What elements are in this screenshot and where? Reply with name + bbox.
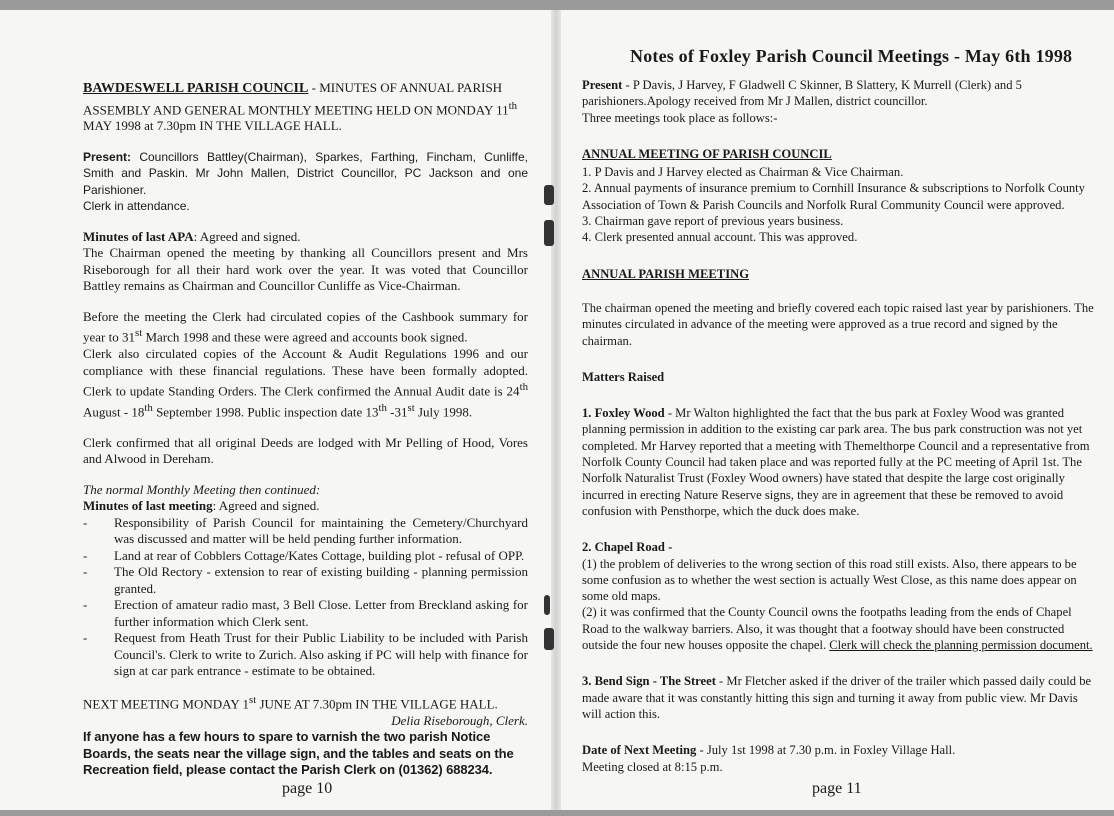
list-item: - Request from Heath Trust for their Public Liability to be included with Parish Council's. Clerk to write to Zurich. Also asking if PC will help with finance for sign at car park entrance - estimate to be obtained.	[83, 630, 528, 680]
list-item: - Land at rear of Cobblers Cottage/Kates Cottage, building plot - refusal of OPP.	[83, 548, 528, 565]
accounts-section: Before the meeting the Clerk had circulated copies of the Cashbook summary for year to 31st March 1998 and these were agreed and accounts book signed. Clerk also circulated copies of the Account & Audit Regulations 1996 and our compliance with these financial regulations. These have been formally adopted. Clerk to update Standing Orders. The Clerk confirmed the Annual Audit date is 24th August - 18th September 1998. Public inspection date 13th -31st July 1998.	[83, 308, 528, 420]
present-section: Present - P Davis, J Harvey, F Gladwell C Skinner, B Slattery, K Murrell (Clerk) and 5 parishioners.Apology received from Mr J Mallen, district councillor. Three meetings took place as follows:-	[582, 78, 1022, 125]
list-item: - Responsibility of Parish Council for maintaining the Cemetery/Churchyard was discussed and matter will be held pending further information.	[83, 515, 528, 548]
next-meeting-section: Date of Next Meeting - July 1st 1998 at 7.30 p.m. in Foxley Village Hall. Meeting closed at 8:15 p.m.	[582, 743, 956, 774]
list-item: 3. Chairman gave report of previous years business.	[582, 214, 844, 229]
page-left	[0, 10, 556, 810]
list-item: - The Old Rectory - extension to rear of existing building - planning permission granted.	[83, 564, 528, 597]
list-item: 4. Clerk presented annual account. This was approved.	[582, 230, 858, 245]
clerk-signature: Delia Riseborough, Clerk.	[391, 712, 528, 728]
minutes-title: BAWDESWELL PARISH COUNCIL - MINUTES OF ANNUAL PARISH ASSEMBLY AND GENERAL MONTHLY MEETING HELD ON MONDAY 11th MAY 1998 at 7.30pm IN THE VILLAGE HALL.	[83, 80, 518, 134]
parish-council-name: BAWDESWELL PARISH COUNCIL	[83, 81, 309, 96]
next-meeting-notice: NEXT MEETING MONDAY 1st JUNE AT 7.30pm IN THE VILLAGE HALL.	[83, 693, 498, 712]
present-section: Present: Councillors Battley(Chairman), Sparkes, Farthing, Fincham, Cunliffe, Smith and Paskin. Mr John Mallen, District Councillor, PC Jackson and one Parishioner. Clerk in attendance.	[83, 149, 528, 214]
page-right	[556, 10, 1114, 810]
list-item: - Erection of amateur radio mast, 3 Bell Close. Letter from Breckland asking for further information which Clerk sent.	[83, 597, 528, 630]
monthly-items-list	[83, 515, 528, 680]
monthly-meeting-section: The normal Monthly Meeting then continued: Minutes of last meeting: Agreed and signed. - Responsibility of Parish Council for maintaining the Cemetery/Churchyard was discussed and matter will be held pending further information. - Land at rear of Cobblers Cottage/Kates Cottage, building plot - refusal of OPP. - The Old Rectory - extension to rear of existing building - planning permission granted. - Erection of amateur radio mast, 3 Bell Close. Letter from Breckland asking for further information which Clerk sent. - Request from Heath Trust for their Public Liability to be included with Parish Council's. Clerk to write to Zurich. Also asking if PC will help with finance for sign at car park entrance - estimate to be obtained.	[83, 482, 528, 680]
matters-heading: Matters Raised	[582, 369, 665, 384]
list-item: 1. P Davis and J Harvey elected as Chairman & Vice Chairman.	[582, 165, 904, 180]
page-number: page 11	[812, 780, 862, 797]
minutes-last-apa: Minutes of last APA: Agreed and signed. The Chairman opened the meeting by thanking all Councillors present and Mrs Riseborough for all their hard work over the year. It was voted that Councillor Battley remains as Chairman and Councillor Cunliffe as Vice-Chairman.	[83, 228, 528, 294]
page-number: page 10	[282, 780, 333, 797]
volunteer-notice: If anyone has a few hours to spare to varnish the two parish Notice Boards, the seats near the village sign, and the tables and seats on the Recreation field, please contact the Parish Clerk on (01362) 688234.	[83, 729, 514, 778]
bend-sign-item: 3. Bend Sign - The Street - Mr Fletcher asked if the driver of the trailer which passed daily could be made aware that it was constantly hitting this sign and turning it away from public view. Mr Davis will action this.	[582, 674, 1092, 721]
annual-meeting-section: ANNUAL MEETING OF PARISH COUNCIL 1. P Davis and J Harvey elected as Chairman & Vice Chairman. 2. Annual payments of insurance premium to Cornhill Insurance & subscriptions to Norfolk County Association of Town & Parish Councils and Norfolk Rural Community Council were approved. 3. Chairman gave report of previous years business. 4. Clerk presented annual account. This was approved.	[582, 146, 1100, 246]
list-item: 2. Annual payments of insurance premium to Cornhill Insurance & subscriptions to Norfolk County Association of Town & Parish Councils and Norfolk Rural Community Council were approved.	[582, 181, 1085, 212]
foxley-wood-item: 1. Foxley Wood - Mr Walton highlighted the fact that the bus park at Foxley Wood was granted planning permission in addition to the existing car park area. The bus park construction was not yet completed. Mr Harvey reported that a meeting with Themelthorpe Council and a representative from Norfolk County Council had taken place and was reported fully at the PC meeting of April 1st. The Norfolk Naturalist Trust (Foxley Wood owners) have stated that despite the large cost originally incurred in erecting Nature Reserve signs, they are in agreement that these be removed to avoid confusion with Pensthorpe, which the duck does make.	[582, 406, 1090, 518]
page-title: Notes of Foxley Parish Council Meetings - May 6th 1998	[630, 46, 1073, 66]
parish-meeting-section: ANNUAL PARISH MEETING The chairman opened the meeting and briefly covered each topic raised last year by parishioners. The minutes circulated in advance of the meeting were approved as a true record and signed by the chairman.	[582, 266, 1094, 348]
chapel-road-item: 2. Chapel Road - (1) the problem of deliveries to the wrong section of this road still exists. Also, there appears to be some confusion as to whether the west section is actually West Close, as this name does appear on some old maps. (2) it was confirmed that the County Council owns the footpaths leading from the ends of Chapel Road to the walkway barriers. Also, it was thought that a footway should have been constructed outside the four new houses opposite the chapel. Clerk will check the planning permission document.	[582, 540, 1093, 653]
deeds-section: Clerk confirmed that all original Deeds are lodged with Mr Pelling of Hood, Vores and Alwood in Dereham.	[83, 434, 528, 467]
